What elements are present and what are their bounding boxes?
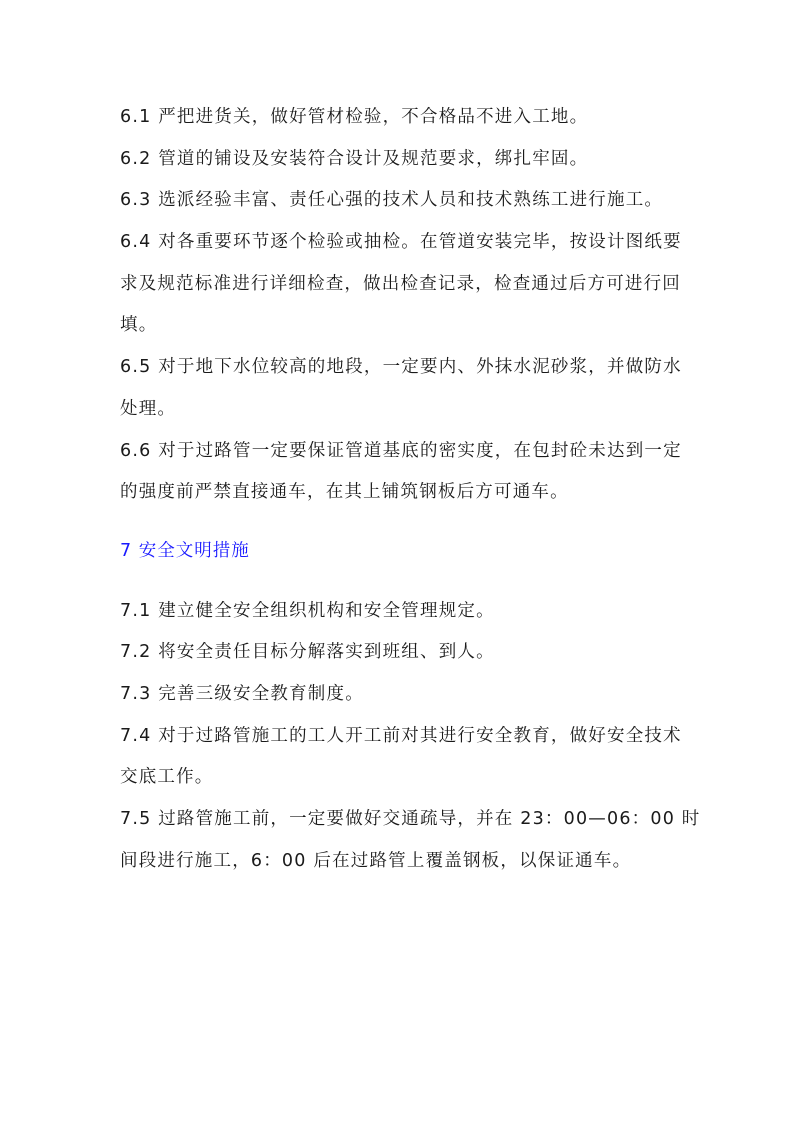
paragraph-6-2 [120, 139, 676, 181]
text-line: 6.3 选派经验丰富、责任心强的技术人员和技术熟练工进行施工。 [120, 190, 664, 211]
paragraph-7-2 [120, 632, 676, 674]
paragraph-6-1 [120, 97, 676, 139]
text-line: 7.2 将安全责任目标分解落实到班组、到人。 [120, 642, 495, 663]
text-line: 求及规范标准进行详细检查，做出检查记录，检查通过后方可进行回 [120, 273, 681, 294]
paragraph-6-6 [120, 431, 682, 514]
paragraph-6-5 [120, 347, 682, 430]
text-line: 处理。 [120, 398, 177, 419]
text-line: 7.1 建立健全安全组织机构和安全管理规定。 [120, 600, 495, 621]
text-line: 填。 [120, 315, 158, 336]
text-line: 交底工作。 [120, 767, 214, 788]
paragraph-7-3 [120, 674, 676, 716]
text-line: 7.5 过路管施工前，一定要做好交通疏导，并在 23：00—06：00 时 [120, 809, 701, 829]
text-line: 7.4 对于过路管施工的工人开工前对其进行安全教育，做好安全技术 [120, 725, 682, 746]
text-line: 6.1 严把进货关，做好管材检验，不合格品不进入工地。 [120, 107, 589, 127]
text-line: 6.6 对于过路管一定要保证管道基底的密实度，在包封砼未达到一定 [120, 440, 682, 461]
text-line: 6.4 对各重要环节逐个检验或抽检。在管道安装完毕，按设计图纸要 [120, 232, 682, 253]
text-line: 的强度前严禁直接通车，在其上铺筑钢板后方可通车。 [120, 482, 569, 503]
text-line: 6.5 对于地下水位较高的地段，一定要内、外抹水泥砂浆，并做防水 [120, 357, 682, 378]
text-line: 6.2 管道的铺设及安装符合设计及规范要求，绑扎牢固。 [120, 148, 589, 169]
text-line: 间段进行施工，6：00 后在过路管上覆盖钢板，以保证通车。 [120, 850, 632, 871]
paragraph-6-3 [120, 180, 676, 222]
document-page [120, 97, 701, 882]
paragraph-7-4 [120, 716, 682, 799]
paragraph-7-1 [120, 591, 676, 633]
section-heading-7: 7 安全文明措施 [120, 540, 250, 561]
paragraph-7-5 [120, 799, 701, 882]
text-line: 7.3 完善三级安全教育制度。 [120, 683, 364, 704]
paragraph-6-4 [120, 222, 682, 347]
